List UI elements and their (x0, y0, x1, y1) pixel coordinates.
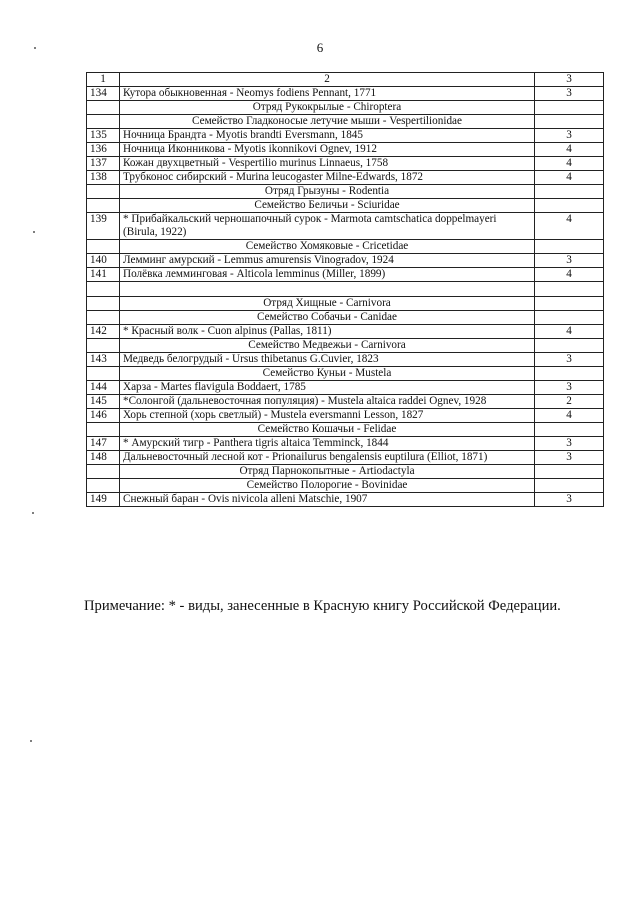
species-table (86, 72, 604, 507)
species-name: Кожан двухцветный - Vespertilio murinus Linnaeus, 1758 (120, 157, 535, 171)
species-name: Дальневосточный лесной кот - Prionailurus bengalensis euptilura (Elliot, 1871) (120, 451, 535, 465)
species-name: Медведь белогрудый - Ursus thibetanus G.Cuvier, 1823 (120, 353, 535, 367)
species-row (87, 87, 604, 101)
taxon-name: Семейство Беличьи - Sciuridae (120, 199, 535, 213)
taxon-category-cell (535, 101, 604, 115)
species-row (87, 325, 604, 339)
taxon-name: Семейство Хомяковые - Cricetidae (120, 240, 535, 254)
species-row (87, 381, 604, 395)
species-category: 4 (535, 268, 604, 282)
species-number: 135 (87, 129, 120, 143)
species-name: *Солонгой (дальневосточная популяция) - Mustela altaica raddei Ognev, 1928 (120, 395, 535, 409)
species-category: 3 (535, 493, 604, 507)
taxon-number-cell (87, 465, 120, 479)
species-name: Харза - Martes flavigula Boddaert, 1785 (120, 381, 535, 395)
taxon-number-cell (87, 311, 120, 325)
taxon-row (87, 339, 604, 353)
species-category: 2 (535, 395, 604, 409)
taxon-category-cell (535, 367, 604, 381)
scan-speck (30, 740, 32, 742)
taxon-name: Семейство Собачьи - Canidae (120, 311, 535, 325)
taxon-name: Отряд Рукокрылые - Chiroptera (120, 101, 535, 115)
species-category: 3 (535, 87, 604, 101)
species-row (87, 143, 604, 157)
species-number: 142 (87, 325, 120, 339)
taxon-row (87, 185, 604, 199)
taxon-row (87, 297, 604, 311)
species-category: 3 (535, 353, 604, 367)
page-number: 6 (316, 40, 324, 55)
taxon-row (87, 367, 604, 381)
scan-speck (32, 512, 34, 514)
taxon-name: Отряд Хищные - Carnivora (120, 297, 535, 311)
taxon-number-cell (87, 367, 120, 381)
species-row (87, 395, 604, 409)
taxon-name: Отряд Грызуны - Rodentia (120, 185, 535, 199)
species-category: 4 (535, 143, 604, 157)
spacer-cell (120, 282, 535, 297)
species-row (87, 493, 604, 507)
species-category: 3 (535, 451, 604, 465)
species-number: 146 (87, 409, 120, 423)
species-number: 137 (87, 157, 120, 171)
species-row (87, 213, 604, 240)
species-row (87, 254, 604, 268)
taxon-row (87, 465, 604, 479)
scan-speck (33, 231, 35, 233)
header-col-name: 2 (120, 73, 535, 87)
taxon-category-cell (535, 115, 604, 129)
taxon-name: Семейство Гладконосые летучие мыши - Vespertilionidae (120, 115, 535, 129)
taxon-row (87, 240, 604, 254)
taxon-row (87, 311, 604, 325)
species-category: 4 (535, 213, 604, 240)
taxon-category-cell (535, 479, 604, 493)
species-number: 143 (87, 353, 120, 367)
species-name: Лемминг амурский - Lemmus amurensis Vinogradov, 1924 (120, 254, 535, 268)
taxon-number-cell (87, 240, 120, 254)
species-name: Ночница Иконникова - Myotis ikonnikovi Ognev, 1912 (120, 143, 535, 157)
species-number: 140 (87, 254, 120, 268)
taxon-category-cell (535, 423, 604, 437)
species-number: 134 (87, 87, 120, 101)
footnote: Примечание: * - виды, занесенные в Красную книгу Российской Федерации. (84, 598, 561, 614)
species-row (87, 409, 604, 423)
species-row (87, 157, 604, 171)
taxon-row (87, 423, 604, 437)
species-number: 145 (87, 395, 120, 409)
taxon-category-cell (535, 297, 604, 311)
species-row (87, 437, 604, 451)
taxon-row (87, 115, 604, 129)
spacer-row (87, 282, 604, 297)
species-number: 138 (87, 171, 120, 185)
species-category: 3 (535, 437, 604, 451)
species-number: 141 (87, 268, 120, 282)
species-number: 139 (87, 213, 120, 240)
taxon-name: Семейство Медвежьи - Carnivora (120, 339, 535, 353)
species-number: 148 (87, 451, 120, 465)
species-category: 3 (535, 381, 604, 395)
taxon-number-cell (87, 339, 120, 353)
taxon-row (87, 479, 604, 493)
spacer-cell (535, 282, 604, 297)
header-col-category: 3 (535, 73, 604, 87)
species-name: Полёвка лемминговая - Alticola lemminus (Miller, 1899) (120, 268, 535, 282)
species-name: * Прибайкальский черношапочный сурок - Marmota camtschatica doppelmayeri (Birula, 1922) (120, 213, 535, 240)
species-number: 147 (87, 437, 120, 451)
taxon-category-cell (535, 339, 604, 353)
taxon-category-cell (535, 311, 604, 325)
taxon-row (87, 101, 604, 115)
species-name: Кутора обыкновенная - Neomys fodiens Pennant, 1771 (120, 87, 535, 101)
species-category: 3 (535, 129, 604, 143)
species-number: 149 (87, 493, 120, 507)
species-row (87, 129, 604, 143)
species-row (87, 353, 604, 367)
taxon-name: Семейство Куньи - Mustela (120, 367, 535, 381)
taxon-number-cell (87, 115, 120, 129)
taxon-row (87, 199, 604, 213)
taxon-number-cell (87, 479, 120, 493)
species-name: Трубконос сибирский - Murina leucogaster Milne-Edwards, 1872 (120, 171, 535, 185)
species-row (87, 171, 604, 185)
species-name: Хорь степной (хорь светлый) - Mustela eversmanni Lesson, 1827 (120, 409, 535, 423)
species-category: 3 (535, 254, 604, 268)
taxon-number-cell (87, 101, 120, 115)
species-row (87, 451, 604, 465)
species-number: 136 (87, 143, 120, 157)
taxon-number-cell (87, 297, 120, 311)
taxon-number-cell (87, 423, 120, 437)
taxon-name: Семейство Кошачьи - Felidae (120, 423, 535, 437)
table-header-row (87, 73, 604, 87)
taxon-category-cell (535, 199, 604, 213)
taxon-category-cell (535, 185, 604, 199)
species-number: 144 (87, 381, 120, 395)
species-table-body (87, 73, 604, 507)
species-name: * Красный волк - Cuon alpinus (Pallas, 1811) (120, 325, 535, 339)
species-category: 4 (535, 171, 604, 185)
header-col-number: 1 (87, 73, 120, 87)
taxon-name: Семейство Полорогие - Bovinidae (120, 479, 535, 493)
species-name: Снежный баран - Ovis nivicola alleni Matschie, 1907 (120, 493, 535, 507)
taxon-number-cell (87, 185, 120, 199)
taxon-number-cell (87, 199, 120, 213)
spacer-cell (87, 282, 120, 297)
species-category: 4 (535, 409, 604, 423)
scan-speck (34, 47, 36, 49)
taxon-category-cell (535, 240, 604, 254)
taxon-name: Отряд Парнокопытные - Artiodactyla (120, 465, 535, 479)
species-name: Ночница Брандта - Myotis brandti Eversmann, 1845 (120, 129, 535, 143)
species-category: 4 (535, 325, 604, 339)
taxon-category-cell (535, 465, 604, 479)
species-category: 4 (535, 157, 604, 171)
species-row (87, 268, 604, 282)
species-name: * Амурский тигр - Panthera tigris altaica Temminck, 1844 (120, 437, 535, 451)
